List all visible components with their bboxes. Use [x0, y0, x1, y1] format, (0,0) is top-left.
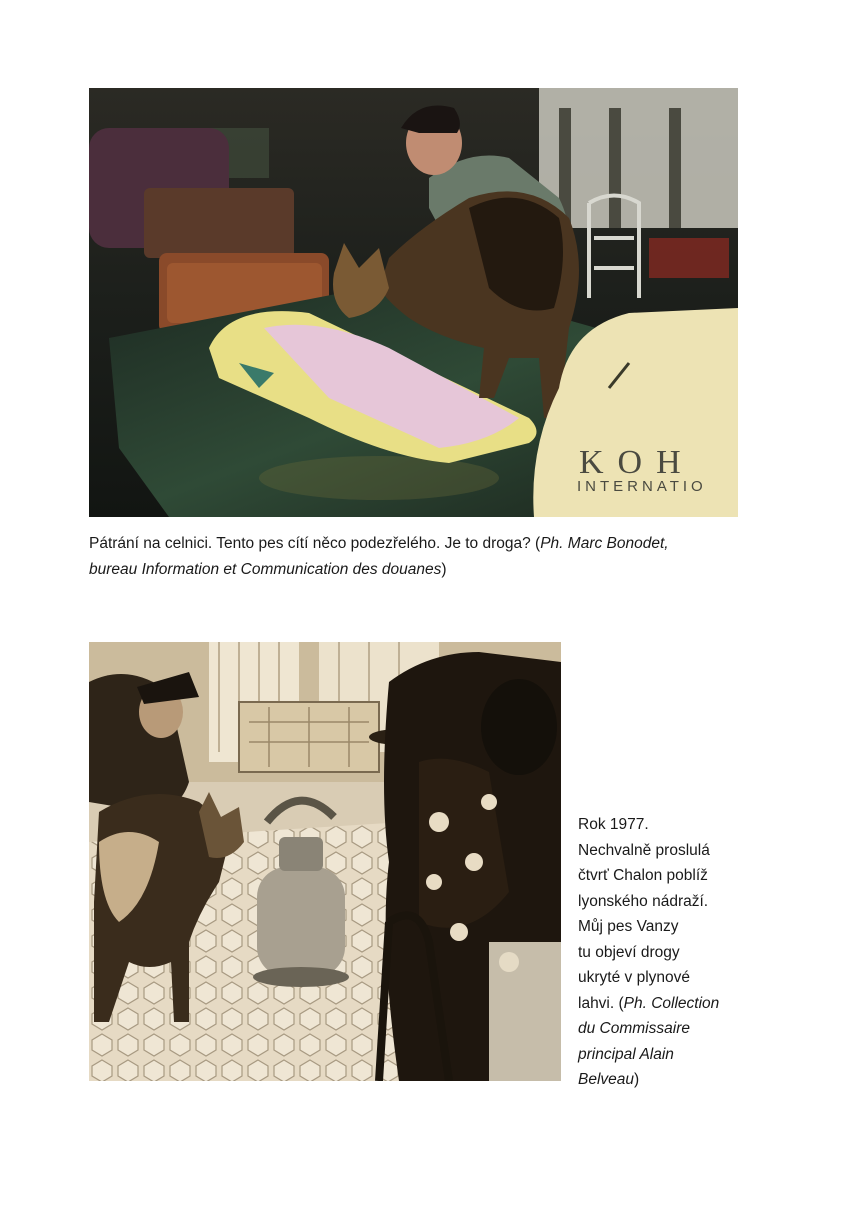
- customs-dog-photo: [89, 88, 738, 517]
- caption-line: Nechvalně proslulá: [578, 841, 710, 859]
- photo-credit: principal Alain: [578, 1045, 674, 1063]
- bag-print-koh: KOH: [579, 444, 695, 481]
- caption-text: Pátrání na celnici. Tento pes cítí něco podezřelého. Je to droga? (: [89, 535, 541, 552]
- photo-credit: Ph. Collection: [623, 994, 720, 1012]
- caption-line: lyonského nádraží.: [578, 892, 709, 910]
- caption-text: ): [441, 560, 447, 578]
- caption-line: Můj pes Vanzy: [578, 918, 679, 935]
- bag-print-international: INTERNATIO: [577, 478, 707, 495]
- caption-line: [578, 1042, 753, 1068]
- caption-line: [578, 1067, 753, 1093]
- customs-dog-illustration: [89, 88, 738, 517]
- photo-credit: du Commissaire: [578, 1020, 690, 1037]
- photo-credit: bureau Information et Communication des douanes: [89, 560, 442, 578]
- photo-caption-gas-bottle: [578, 812, 753, 1093]
- caption-text: lahvi. (: [578, 994, 624, 1012]
- caption-line: [89, 557, 769, 583]
- photo-credit: Belveau: [578, 1071, 635, 1088]
- caption-line: [89, 531, 769, 557]
- caption-text: ): [634, 1071, 640, 1088]
- caption-line: Rok 1977.: [578, 816, 649, 833]
- caption-line: [578, 1016, 753, 1042]
- caption-line: tu objeví drogy: [578, 943, 680, 961]
- photo-caption-customs: [89, 531, 769, 582]
- caption-line: ukryté v plynové: [578, 969, 690, 986]
- caption-line: čtvrť Chalon poblíž: [578, 867, 708, 884]
- caption-line: [578, 991, 753, 1017]
- photo-credit: Ph. Marc Bonodet,: [540, 535, 669, 552]
- gas-bottle-dog-illustration: [89, 642, 561, 1081]
- gas-bottle-dog-photo: [89, 642, 561, 1081]
